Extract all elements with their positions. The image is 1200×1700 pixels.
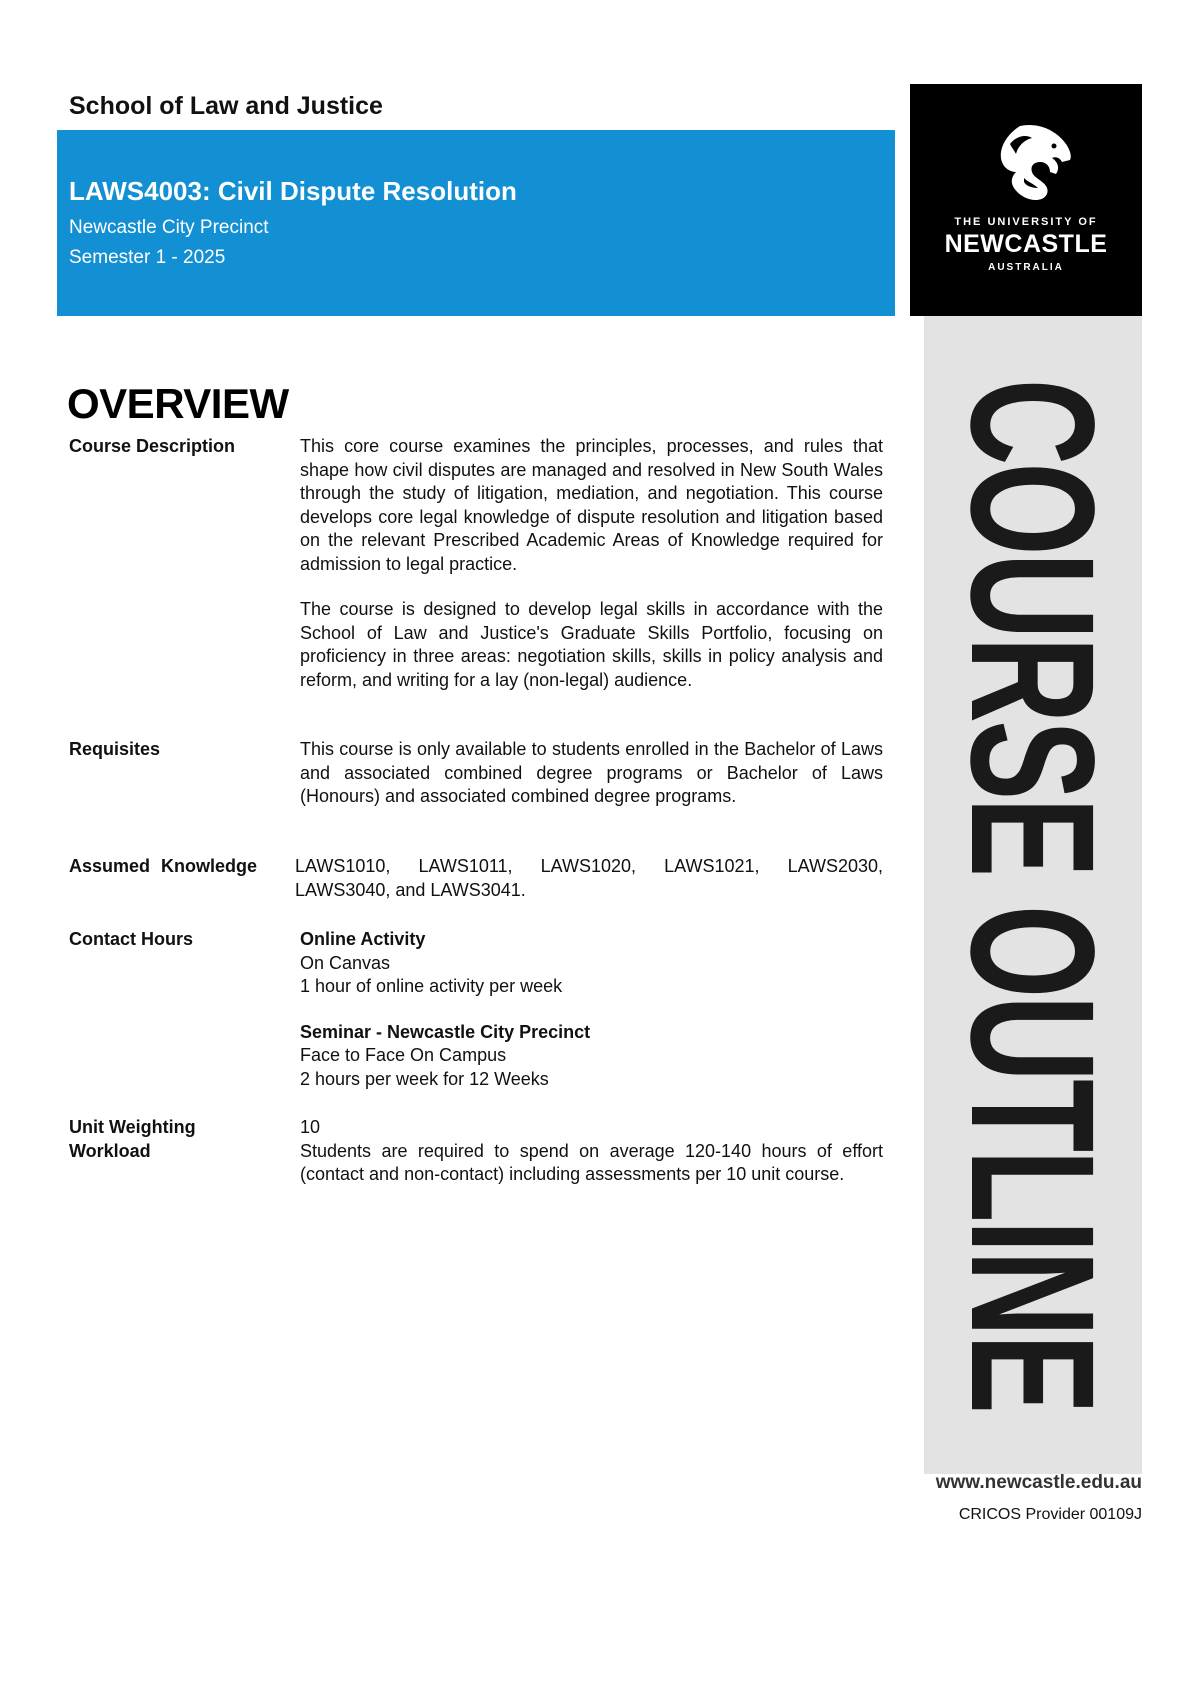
course-code-title: LAWS4003: Civil Dispute Resolution — [69, 176, 517, 206]
course-banner — [57, 130, 895, 316]
vertical-course-outline-title: COURSE OUTLINE — [934, 378, 1130, 1412]
contact-hours-label: Contact Hours — [69, 929, 194, 949]
semester-label: Semester 1 - 2025 — [69, 247, 226, 268]
requisites-body: This course is only available to students enrolled in the Bachelor of Laws and associated combined degree programs or Bachelor of Laws (Honours) and associated combined degree programs. — [300, 739, 883, 806]
online-activity-hours: 1 hour of online activity per week — [300, 976, 563, 996]
online-activity-title: Online Activity — [300, 929, 426, 949]
course-description-paragraph-1: This core course examines the principles, processes, and rules that shape how civil disputes are managed and resolved in New South Wales through the study of litigation, mediation, and negotiation. This course develops core legal knowledge of dispute resolution and litigation based on the relevant Prescribed Academic Areas of Knowledge required for admission to legal practice. — [300, 436, 883, 574]
unit-weighting-value: 10 — [300, 1117, 321, 1137]
cricos-provider: CRICOS Provider 00109J — [958, 1506, 1142, 1523]
logo-text-university-of: THE UNIVERSITY OF — [954, 216, 1098, 228]
course-description-paragraph-2: The course is designed to develop legal skills in accordance with the School of Law and Justice's Graduate Skills Portfolio, focusing on proficiency in three areas: negotiation skills, skills in policy analysis and reform, and writing for a lay (non-legal) audience. — [300, 599, 883, 690]
seminar-title: Seminar - Newcastle City Precinct — [300, 1021, 591, 1042]
overview-heading: OVERVIEW — [67, 380, 289, 427]
course-description-body — [300, 435, 883, 692]
website-url[interactable]: www.newcastle.edu.au — [935, 1472, 1142, 1493]
assumed-knowledge-body: LAWS1010, LAWS1011, LAWS1020, LAWS1021, LAWS2030, LAWS3040, and LAWS3041. — [295, 856, 883, 900]
course-description-label: Course Description — [69, 436, 236, 456]
contact-hours-body — [300, 928, 883, 1091]
school-title: School of Law and Justice — [69, 92, 383, 120]
online-activity-location: On Canvas — [300, 952, 391, 973]
logo-text-newcastle: NEWCASTLE — [944, 230, 1108, 258]
seminar-hours: 2 hours per week for 12 Weeks — [300, 1068, 549, 1089]
requisites-label: Requisites — [69, 739, 161, 759]
logo-text-australia: AUSTRALIA — [988, 262, 1064, 273]
workload-label: Workload — [69, 1140, 151, 1161]
workload-body: Students are required to spend on average 120-140 hours of effort (contact and non-contact) including assessments per 10 unit course. — [300, 1140, 883, 1184]
assumed-knowledge-label: Assumed Knowledge — [69, 856, 258, 876]
seminar-mode: Face to Face On Campus — [300, 1045, 507, 1065]
unit-weighting-label: Unit Weighting — [69, 1117, 196, 1137]
campus-label: Newcastle City Precinct — [69, 217, 269, 238]
